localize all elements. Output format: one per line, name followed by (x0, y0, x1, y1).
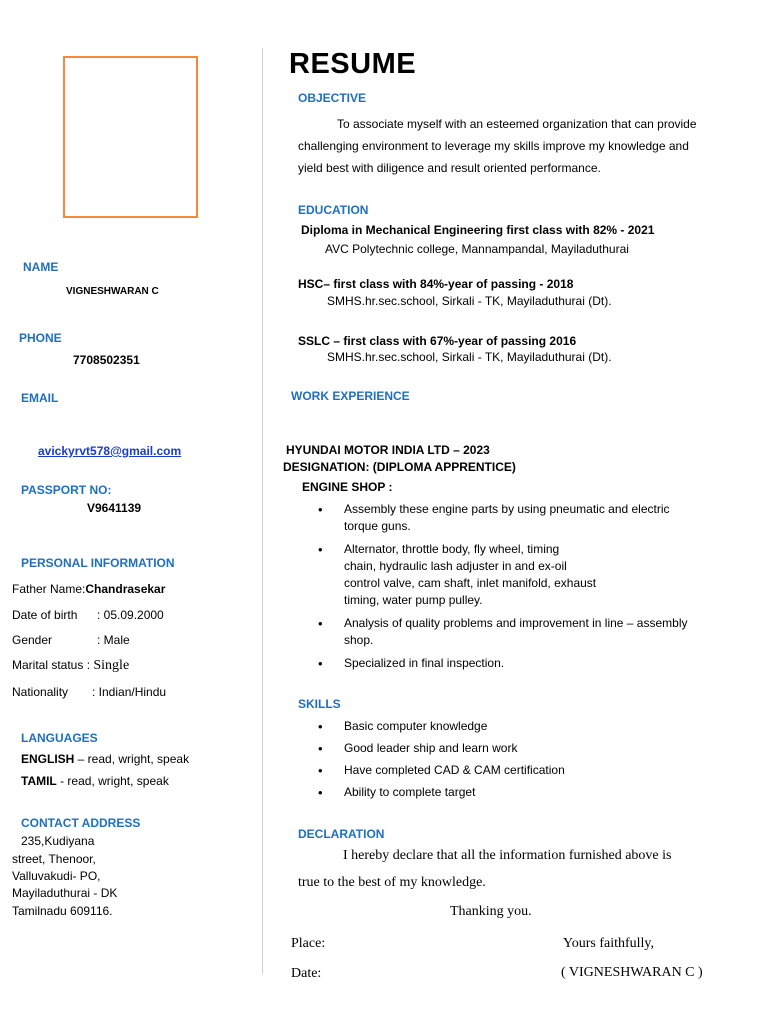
declaration-heading: DECLARATION (298, 827, 385, 841)
marital-value: Single (93, 658, 130, 673)
email-heading: EMAIL (21, 391, 59, 405)
education-sslc-title: SSLC – first class with 67%-year of passing 2016 (298, 334, 577, 348)
work-bullet-line: timing, water pump pulley. (344, 593, 483, 607)
work-bullet (316, 541, 746, 609)
languages-heading: LANGUAGES (21, 731, 98, 745)
work-designation: DESIGNATION: (DIPLOMA APPRENTICE) (283, 460, 516, 474)
father-name-label: Father Name: (12, 582, 86, 596)
education-hsc-detail: SMHS.hr.sec.school, Sirkali - TK, Mayiladuthurai (Dt). (327, 294, 612, 308)
skills-heading: SKILLS (298, 697, 341, 711)
column-divider (262, 48, 263, 974)
language-english-desc: – read, wright, speak (74, 752, 190, 766)
nationality-row (12, 685, 166, 699)
address-line-4: Mayiladuthurai - DK (12, 886, 118, 900)
language-tamil (21, 774, 169, 788)
work-shop: ENGINE SHOP : (302, 480, 393, 494)
work-company: HYUNDAI MOTOR INDIA LTD – 2023 (286, 443, 490, 457)
resume-title: RESUME (289, 48, 417, 80)
skills-list (316, 718, 746, 801)
language-english-name: ENGLISH (21, 752, 75, 766)
gender-row (12, 633, 130, 647)
passport-heading: PASSPORT NO: (21, 483, 112, 497)
father-name-row (12, 582, 165, 596)
work-bullet-list (316, 501, 746, 672)
dob-label: Date of birth (12, 608, 78, 622)
work-bullet-line: chain, hydraulic lash adjuster in and ex-oil (344, 559, 567, 573)
skill-item: • Basic computer knowledge (316, 718, 746, 735)
dob-value: : 05.09.2000 (97, 608, 164, 622)
work-bullet (316, 655, 746, 672)
work-bullet-line: • Specialized in final inspection. (344, 656, 505, 670)
marital-label: Marital status : (12, 658, 91, 672)
address-line-2: street, Thenoor, (12, 852, 96, 866)
place-label: Place: (291, 936, 326, 951)
work-bullet-line: • Assembly these engine parts by using pneumatic and electric (344, 502, 670, 516)
contact-address-heading: CONTACT ADDRESS (21, 816, 141, 830)
gender-label: Gender (12, 633, 53, 647)
skill-item: • Good leader ship and learn work (316, 740, 746, 757)
work-bullet-line: control valve, cam shaft, inlet manifold, exhaust (344, 576, 597, 590)
education-diploma-detail: AVC Polytechnic college, Mannampandal, Mayiladuthurai (325, 242, 629, 256)
objective-line-3: yield best with diligence and result oriented performance. (298, 161, 601, 175)
work-bullet (316, 501, 746, 535)
address-line-3: Valluvakudi- PO, (12, 869, 101, 883)
personal-info-heading: PERSONAL INFORMATION (21, 556, 175, 570)
education-heading: EDUCATION (298, 203, 369, 217)
work-bullet-line: • Alternator, throttle body, fly wheel, timing (344, 542, 560, 556)
name-heading: NAME (23, 260, 59, 274)
education-sslc-detail: SMHS.hr.sec.school, Sirkali - TK, Mayiladuthurai (Dt). (327, 350, 612, 364)
language-tamil-name: TAMIL (21, 774, 57, 788)
phone-heading: PHONE (19, 331, 62, 345)
work-bullet-line: torque guns. (344, 519, 411, 533)
skill-item: • Have completed CAD & CAM certification (316, 762, 746, 779)
objective-heading: OBJECTIVE (298, 91, 367, 105)
gender-value: : Male (97, 633, 130, 647)
father-name-value: Chandrasekar (85, 582, 166, 596)
phone-value: 7708502351 (73, 353, 140, 367)
yours-faithfully: Yours faithfully, (563, 936, 655, 951)
passport-value: V9641139 (87, 501, 142, 515)
thanking-you: Thanking you. (450, 904, 532, 919)
objective-line-1: To associate myself with an esteemed organization that can provide (337, 117, 697, 131)
work-bullet-line: shop. (344, 633, 374, 647)
work-bullet-line: • Analysis of quality problems and improvement in line – assembly (344, 616, 688, 630)
address-line-1: 235,Kudiyana (21, 834, 95, 848)
declaration-line-2: true to the best of my knowledge. (298, 875, 486, 890)
dob-row (12, 608, 164, 622)
nationality-value: : Indian/Hindu (92, 685, 167, 699)
language-english (21, 752, 189, 766)
objective-line-2: challenging environment to leverage my skills improve my knowledge and (298, 139, 689, 153)
work-bullet (316, 615, 746, 649)
declaration-line-1: I hereby declare that all the information furnished above is (343, 848, 672, 863)
work-experience-heading: WORK EXPERIENCE (291, 389, 410, 403)
address-line-5: Tamilnadu 609116. (12, 904, 113, 918)
photo-placeholder (63, 56, 198, 218)
date-label: Date: (291, 966, 322, 981)
education-diploma-title: Diploma in Mechanical Engineering first class with 82% - 2021 (301, 223, 655, 237)
nationality-label: Nationality (12, 685, 69, 699)
language-tamil-desc: - read, wright, speak (56, 774, 169, 788)
email-link[interactable]: avickyrvt578@gmail.com (38, 444, 182, 458)
signature-name: ( VIGNESHWARAN C ) (561, 965, 703, 980)
education-hsc-title: HSC– first class with 84%-year of passing - 2018 (298, 277, 574, 291)
marital-row (12, 658, 129, 674)
name-value: VIGNESHWARAN C (66, 286, 159, 297)
skill-item: • Ability to complete target (316, 784, 746, 801)
